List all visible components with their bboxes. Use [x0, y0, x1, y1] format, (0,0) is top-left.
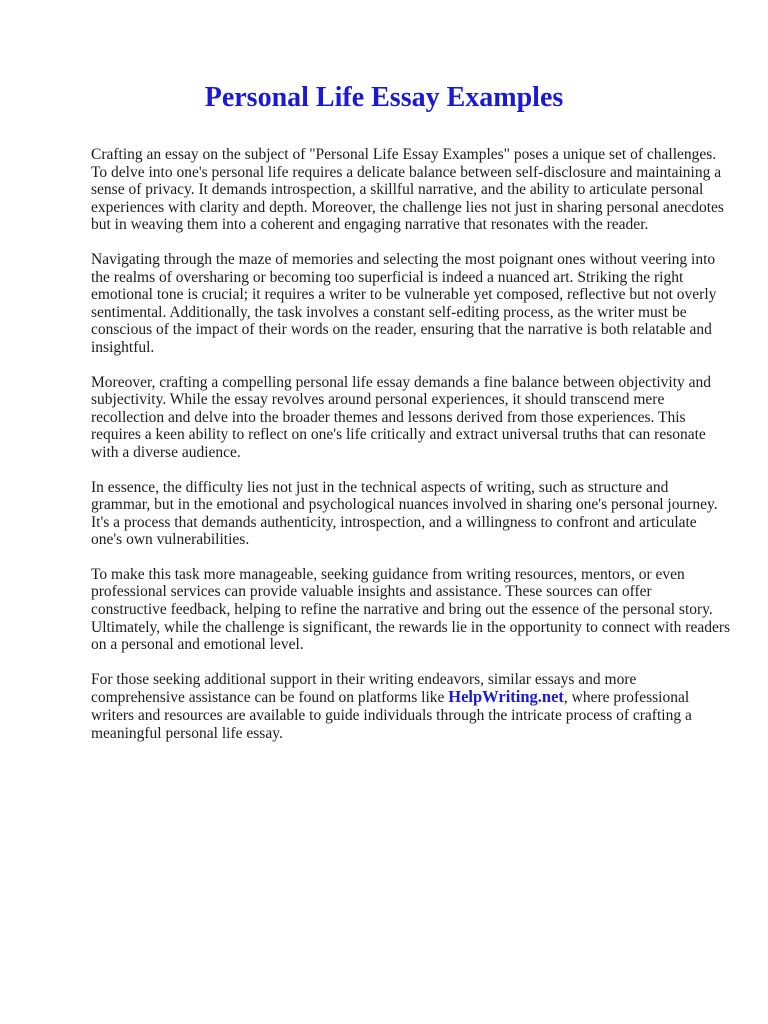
- paragraph-3: Moreover, crafting a compelling personal life essay demands a fine balance between objectivity and subjectivity. While the essay revolves around personal experiences, it should transcend mere recollection and delve into the broader themes and lessons derived from those experiences. This requires a keen ability to reflect on one's life critically and extract universal truths that can resonate with a diverse audience.: [91, 373, 711, 461]
- paragraph-1: Crafting an essay on the subject of "Personal Life Essay Examples" poses a unique set of challenges. To delve into one's personal life requires a delicate balance between self-disclosure and maintaining a sense of privacy. It demands introspection, a skillful narrative, and the ability to articulate personal experiences with clarity and depth. Moreover, the challenge lies not just in sharing personal anecdotes but in weaving them into a coherent and engaging narrative that resonates with the reader.: [91, 146, 724, 234]
- paragraph-4: In essence, the difficulty lies not just in the technical aspects of writing, such as structure and grammar, but in the emotional and psychological nuances involved in sharing one's personal journey. It's a process that demands authenticity, introspection, and a willingness to confront and articulate one's own vulnerabilities.: [91, 478, 718, 549]
- helpwriting-link[interactable]: HelpWriting.net: [448, 687, 564, 707]
- essay-body: [91, 146, 731, 759]
- paragraph-2: Navigating through the maze of memories and selecting the most poignant ones without veering into the realms of oversharing or becoming too superficial is indeed a nuanced art. Striking the right emotional tone is crucial; it requires a writer to be vulnerable yet composed, reflective but not overly sentimental. Additionally, the task involves a constant self-editing process, as the writer must be conscious of the impact of their words on the reader, ensuring that the narrative is both relatable and insightful.: [91, 250, 717, 356]
- paragraph-6-after-link: , where professional writers and resources are available to guide individuals through the intricate process of crafting a meaningful personal life essay.: [91, 689, 692, 742]
- paragraph-5: To make this task more manageable, seeking guidance from writing resources, mentors, or even professional services can provide valuable insights and assistance. These sources can offer constructive feedback, helping to refine the narrative and bring out the essence of the personal story. Ultimately, while the challenge is significant, the rewards lie in the opportunity to connect with readers on a personal and emotional level.: [91, 565, 731, 654]
- paragraph-6-before-link: For those seeking additional support in their writing endeavors, similar essays and more comprehensive assistance can be found on platforms like: [91, 670, 637, 707]
- page-title: Personal Life Essay Examples: [204, 82, 564, 113]
- paragraph-6: [91, 671, 731, 742]
